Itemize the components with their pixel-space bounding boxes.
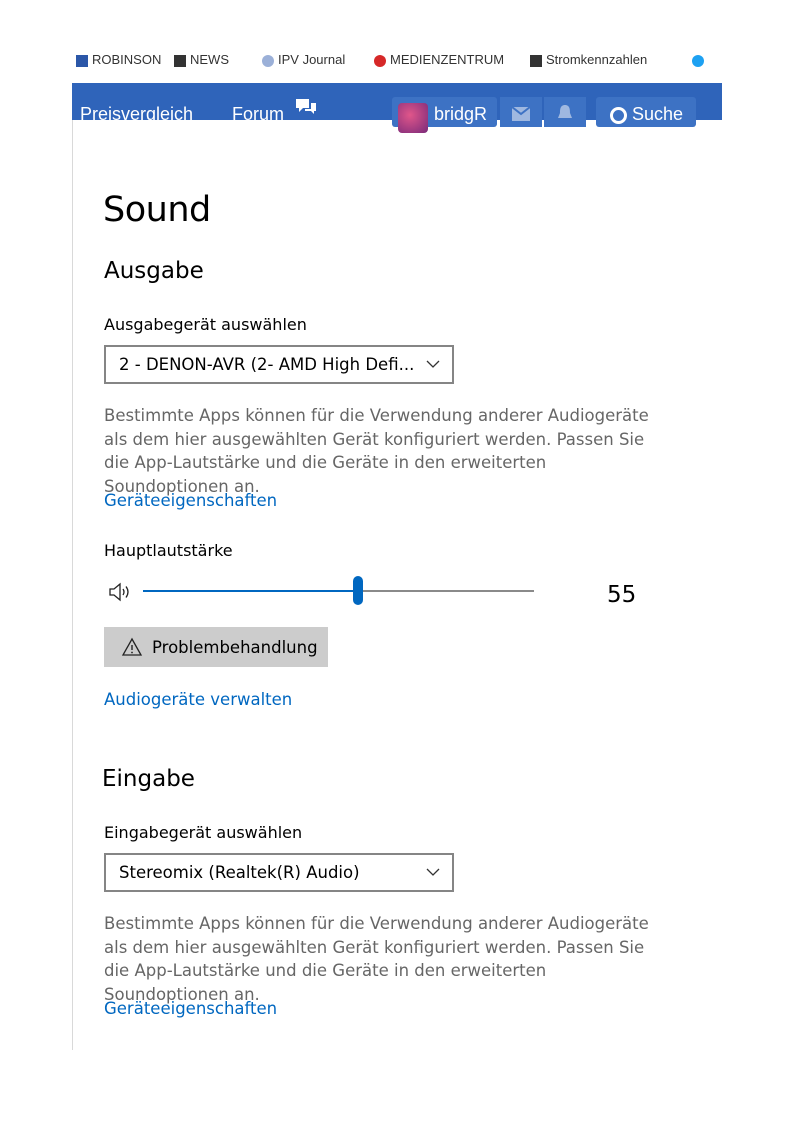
output-device-value: 2 - DENON-AVR (2- AMD High Defi... xyxy=(119,355,415,374)
mail-icon xyxy=(512,107,530,121)
bookmark-journal[interactable]: IPV Journal xyxy=(262,52,345,67)
output-device-label: Ausgabegerät auswählen xyxy=(104,315,307,334)
chevron-down-icon xyxy=(426,865,440,879)
input-description: Bestimmte Apps können für die Verwendung anderer Audiogeräte als dem hier ausgewählten Gerät konfiguriert werden. Passen Sie die App-Lautstärke und die Geräte in den erweiterten Soundoptionen an. xyxy=(104,914,649,1004)
bookmark-icon xyxy=(174,55,186,67)
bookmark-icon xyxy=(692,55,704,67)
input-device-dropdown[interactable] xyxy=(104,853,454,892)
forum-navbar xyxy=(72,83,722,124)
nav-forum[interactable]: Forum xyxy=(232,104,285,124)
output-description: Bestimmte Apps können für die Verwendung anderer Audiogeräte als dem hier ausgewählten Gerät konfiguriert werden. Passen Sie die App-Lautstärke und die Geräte in den erweiterten Soundoptionen an. xyxy=(104,406,649,496)
user-menu[interactable] xyxy=(392,97,497,127)
search-icon xyxy=(610,107,627,124)
chevron-down-icon xyxy=(426,357,440,371)
troubleshoot-label: Problembehandlung xyxy=(152,638,318,657)
bookmark-news[interactable]: NEWS xyxy=(174,52,229,67)
volume-slider-thumb[interactable] xyxy=(353,576,363,605)
speaker-icon[interactable] xyxy=(108,582,134,602)
manage-devices-link[interactable]: Audiogeräte verwalten xyxy=(104,690,293,709)
volume-slider[interactable] xyxy=(143,590,534,592)
input-device-value: Stereomix (Realtek(R) Audio) xyxy=(119,863,360,882)
bookmark-icon xyxy=(76,55,88,67)
bookmark-icon xyxy=(262,55,274,67)
volume-value: 55 xyxy=(607,582,637,608)
bookmark-icon xyxy=(530,55,542,67)
bookmark-robinson[interactable]: ROBINSON xyxy=(76,52,161,67)
bookmarks-bar xyxy=(72,52,722,77)
output-heading: Ausgabe xyxy=(104,258,204,284)
input-device-label: Eingabegerät auswählen xyxy=(104,823,303,842)
bell-icon xyxy=(557,105,573,123)
bookmark-medienzentrum[interactable]: MEDIENZENTRUM xyxy=(374,52,504,67)
chat-icon[interactable] xyxy=(294,97,318,119)
volume-label: Hauptlautstärke xyxy=(104,541,233,560)
warning-icon xyxy=(122,638,142,656)
bookmark-strom[interactable]: Stromkennzahlen xyxy=(530,52,647,67)
nav-price-compare[interactable]: Preisvergleich xyxy=(80,104,194,124)
bookmark-icon xyxy=(374,55,386,67)
avatar xyxy=(398,103,428,133)
notifications-button[interactable] xyxy=(544,97,586,127)
output-device-dropdown[interactable] xyxy=(104,345,454,384)
username: bridgR xyxy=(434,104,488,124)
panel-border xyxy=(72,120,73,1050)
output-properties-link[interactable]: Geräteeigenschaften xyxy=(104,491,278,510)
search-button[interactable]: Suche xyxy=(596,97,696,127)
page-title: Sound xyxy=(103,190,211,230)
volume-slider-fill xyxy=(143,590,358,592)
mail-button[interactable] xyxy=(500,97,542,127)
input-properties-link[interactable]: Geräteeigenschaften xyxy=(104,999,278,1018)
bookmark-twitter[interactable] xyxy=(692,52,708,67)
troubleshoot-button[interactable] xyxy=(104,627,328,667)
input-heading: Eingabe xyxy=(102,766,195,792)
